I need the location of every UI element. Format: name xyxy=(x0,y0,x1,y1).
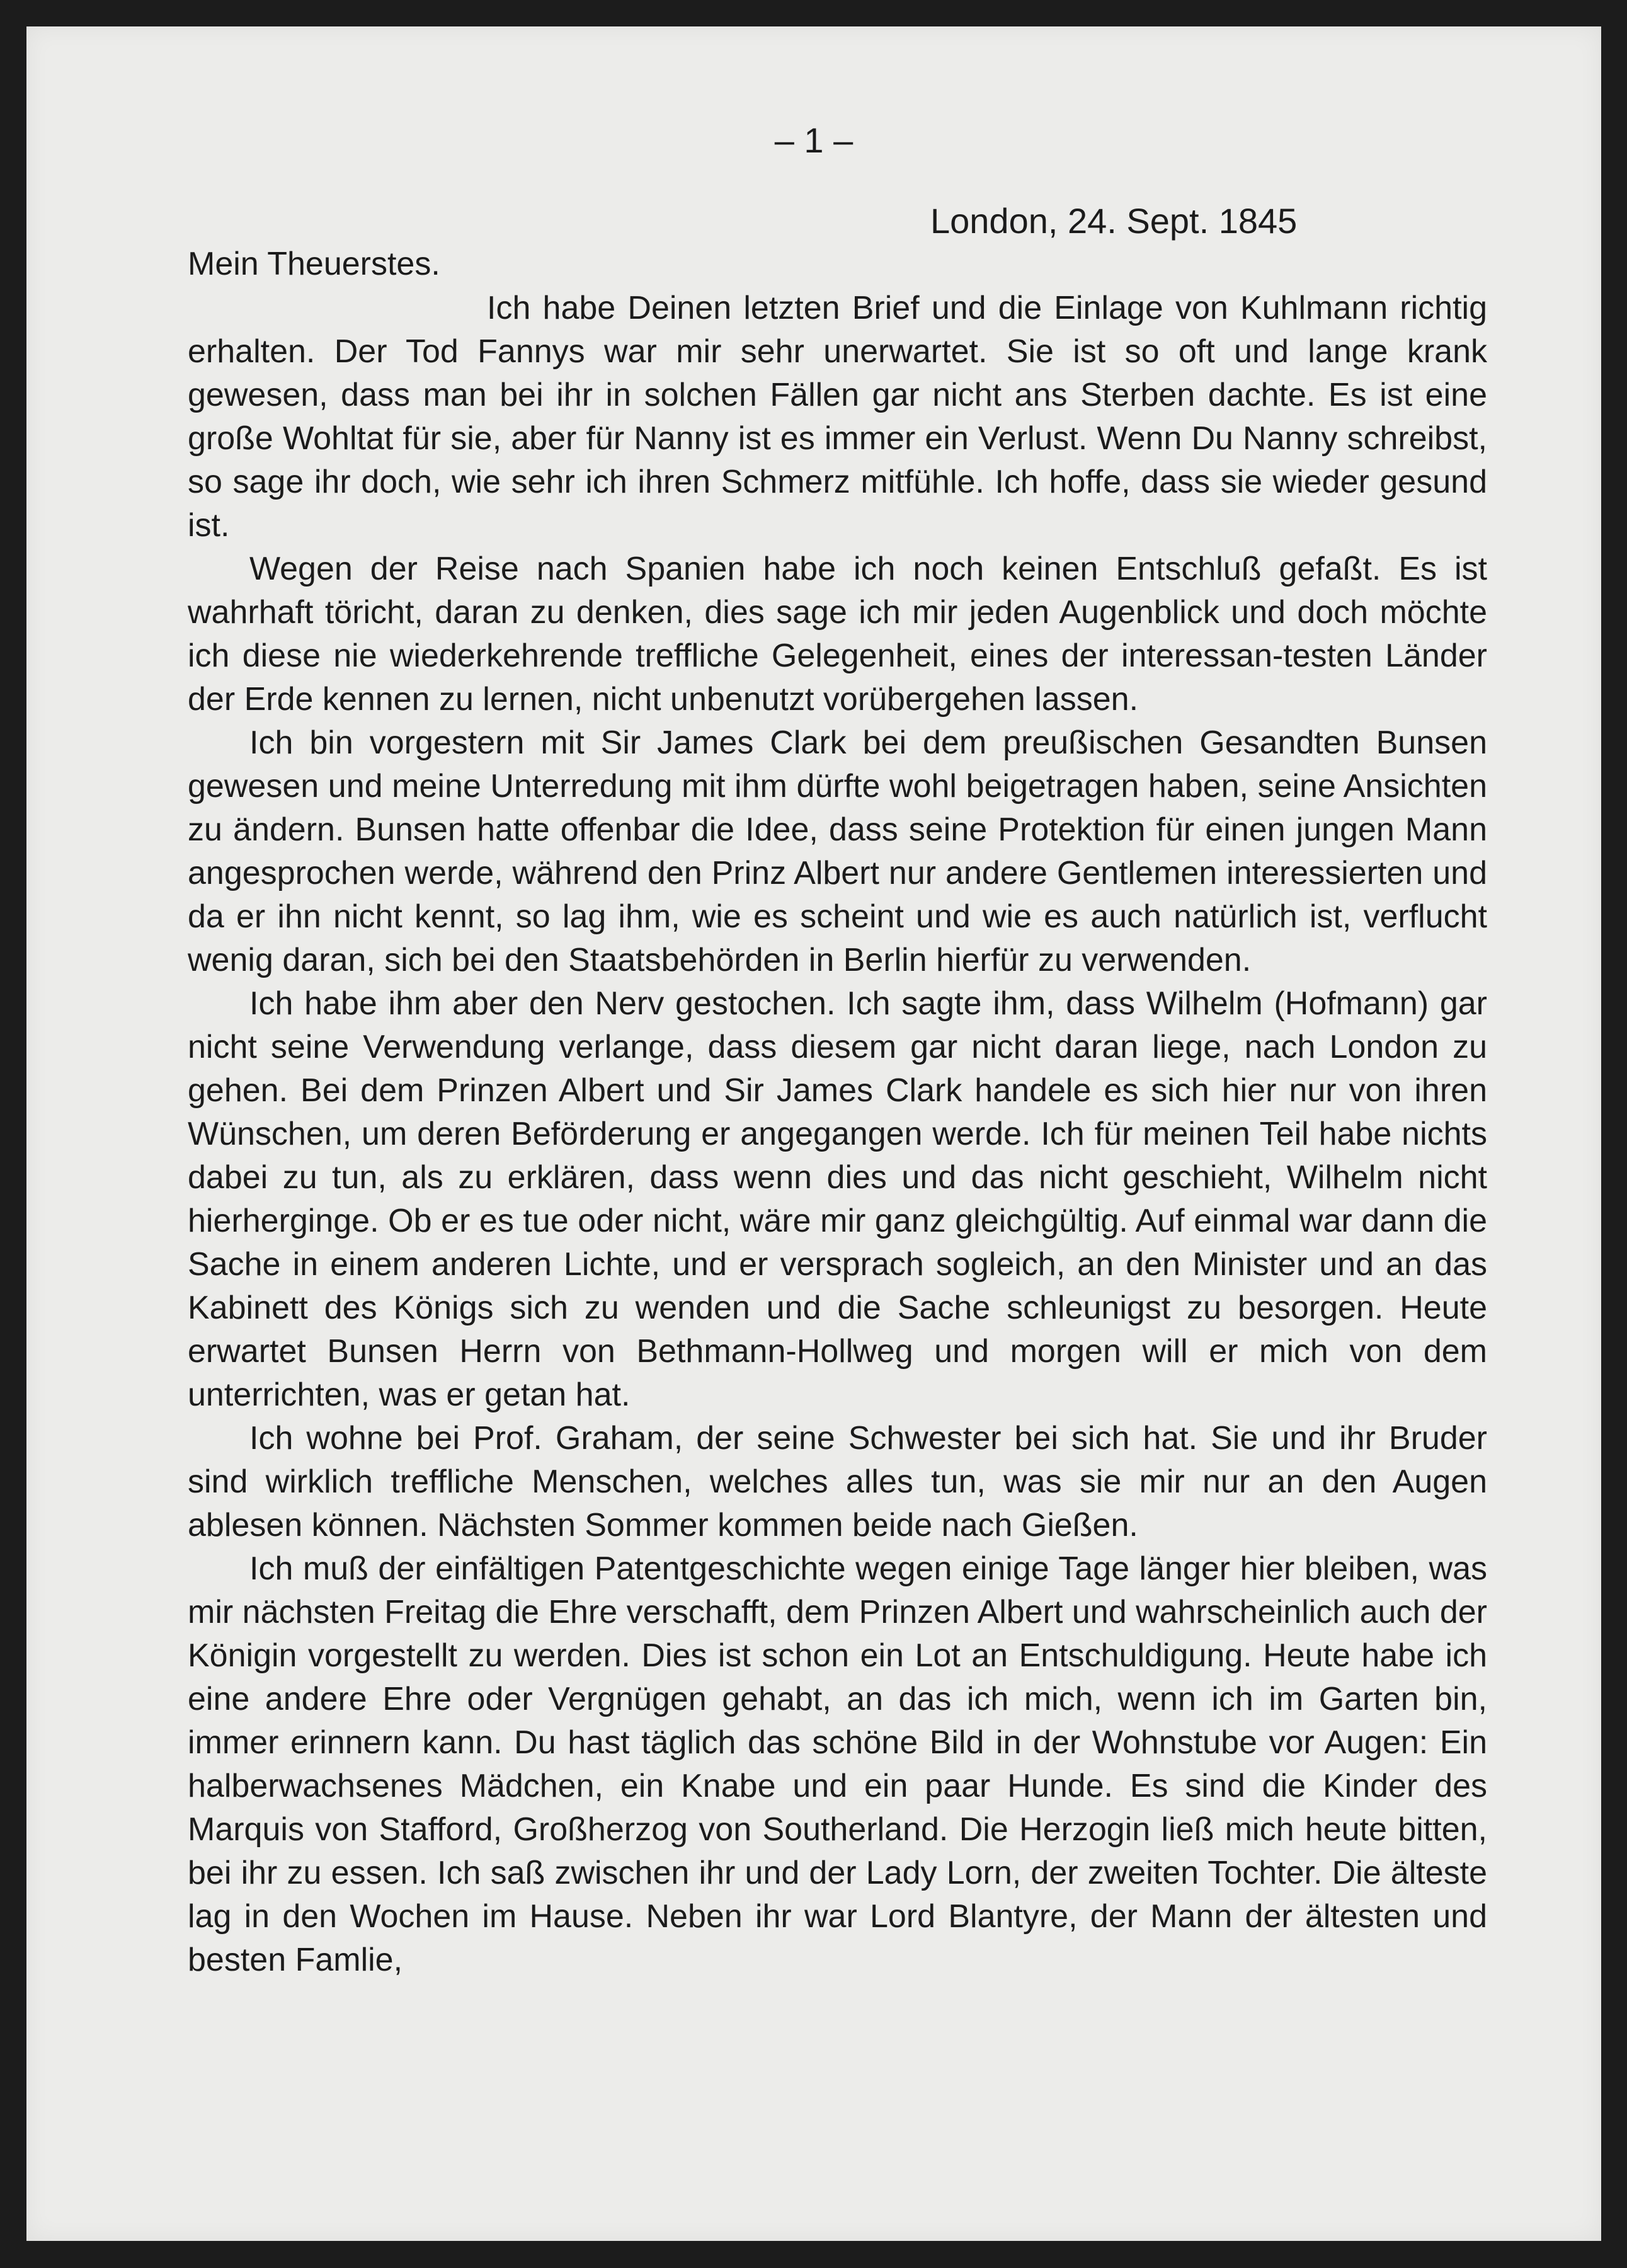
date-line: London, 24. Sept. 1845 xyxy=(930,201,1298,241)
salutation: Mein Theuerstes. xyxy=(188,246,440,282)
paragraph: Ich habe Deinen letzten Brief und die Einlage von Kuhlmann richtig erhalten. Der Tod Fannys war mir sehr unerwartet. Sie ist so oft und lange krank gewesen, dass man bei ihr in solchen Fällen gar nicht ans Sterben dachte. Es ist eine große Wohltat für sie, aber für Nanny ist es immer ein Verlust. Wenn Du Nanny schreibst, so sage ihr doch, wie sehr ich ihren Schmerz mitfühle. Ich hoffe, dass sie wieder gesund ist. xyxy=(188,290,1487,544)
paragraph: Ich habe ihm aber den Nerv gestochen. Ich sagte ihm, dass Wilhelm (Hofmann) gar nicht seine Verwendung verlange, dass diesem gar nicht daran liege, nach London zu gehen. Bei dem Prinzen Albert und Sir James Clark handele es sich hier nur von ihren Wünschen, um deren Beförderung er angegangen werde. Ich für meinen Teil habe nichts dabei zu tun, als zu erklären, dass wenn dies und das nicht geschieht, Wilhelm nicht hierherginge. Ob er es tue oder nicht, wäre mir ganz gleichgültig. Auf einmal war dann die Sache in einem anderen Lichte, und er versprach sogleich, an den Minister und an das Kabinett des Königs sich zu wenden und die Sache schleunigst zu besorgen. Heute erwartet Bunsen Herrn von Bethmann-Hollweg und morgen will er mich von dem unterrichten, was er getan hat. xyxy=(188,985,1487,1413)
paragraph: Ich wohne bei Prof. Graham, der seine Schwester bei sich hat. Sie und ihr Bruder sind wirklich treffliche Menschen, welches alles tun, was sie mir nur an den Augen ablesen können. Nächsten Sommer kommen beide nach Gießen. xyxy=(188,1420,1487,1544)
paragraph: Ich muß der einfältigen Patentgeschichte wegen einige Tage länger hier bleiben, was mir nächsten Freitag die Ehre verschafft, dem Prinzen Albert und wahrscheinlich auch der Königin vorgestellt zu werden. Dies ist schon ein Lot an Entschuldigung. Heute habe ich eine andere Ehre oder Vergnügen gehabt, an das ich mich, wenn ich im Garten bin, immer erinnern kann. Du hast täglich das schöne Bild in der Wohnstube vor Augen: Ein halberwachsenes Mädchen, ein Knabe und ein paar Hunde. Es sind die Kinder des Marquis von Stafford, Großherzog von Southerland. Die Herzogin ließ mich heute bitten, bei ihr zu essen. Ich saß zwischen ihr und der Lady Lorn, der zweiten Tochter. Die älteste lag in den Wochen im Hause. Neben ihr war Lord Blantyre, der Mann der ältesten und besten Famlie, xyxy=(188,1550,1487,1978)
letter-body xyxy=(188,287,1487,1982)
paragraph: Ich bin vorgestern mit Sir James Clark bei dem preußischen Gesandten Bunsen gewesen und meine Unterredung mit ihm dürfte wohl beigetragen haben, seine Ansichten zu ändern. Bunsen hatte offenbar die Idee, dass seine Protektion für einen jungen Mann angesprochen werde, während den Prinz Albert nur andere Gentlemen interessierten und da er ihn nicht kennt, so lag ihm, wie es scheint und wie es auch natürlich ist, verflucht wenig daran, sich bei den Staatsbehörden in Berlin hierfür zu verwenden. xyxy=(188,724,1487,978)
paragraph: Wegen der Reise nach Spanien habe ich noch keinen Entschluß gefaßt. Es ist wahrhaft töricht, daran zu denken, dies sage ich mir jeden Augenblick und doch möchte ich diese nie wiederkehrende treffliche Gelegenheit, eines der interessan-testen Länder der Erde kennen zu lernen, nicht unbenutzt vorübergehen lassen. xyxy=(188,551,1487,718)
page-number: – 1 – xyxy=(774,120,853,160)
